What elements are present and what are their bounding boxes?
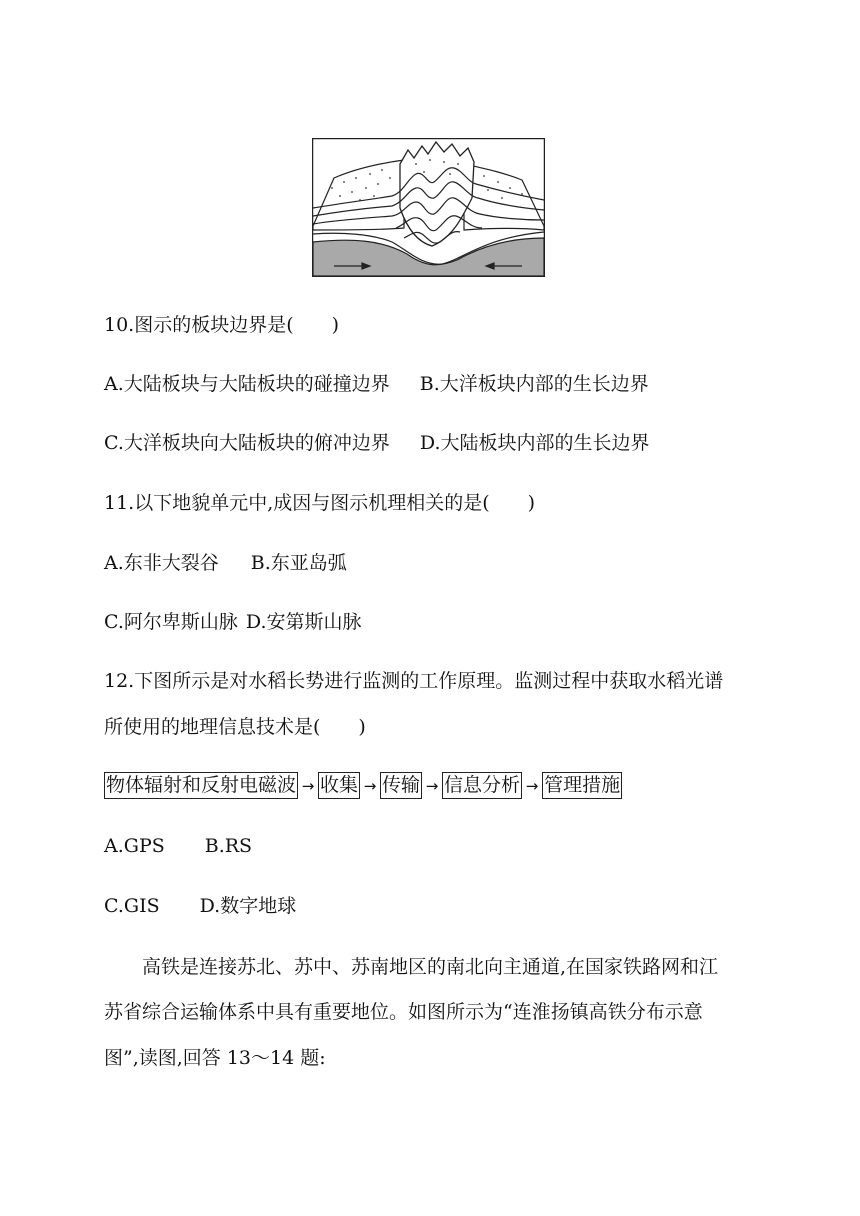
passage-line-2: 苏省综合运输体系中具有重要地位。如图所示为“连淮扬镇高铁分布示意 [104, 1001, 703, 1023]
q12-options-row2 [104, 894, 296, 918]
arrow-right-icon: → [301, 776, 315, 795]
q12-stem-line2: 所使用的地理信息技术是( ) [104, 716, 366, 738]
flow-step-analysis: 信息分析 [442, 772, 522, 799]
q11-stem: 11.以下地貌单元中,成因与图示机理相关的是( ) [104, 492, 536, 514]
plate-collision-figure [312, 138, 545, 277]
q12-options-row1 [104, 834, 252, 858]
q11-option-c: C.阿尔卑斯山脉 [104, 611, 238, 633]
arrow-right-icon: → [525, 776, 539, 795]
flow-step-transmit: 传输 [380, 772, 422, 799]
q10-options-row1 [104, 372, 649, 396]
q12-option-d: D.数字地球 [199, 895, 297, 917]
q10-option-d: D.大陆板块内部的生长边界 [419, 432, 650, 454]
q10-stem: 10.图示的板块边界是( ) [104, 314, 340, 336]
flow-step-emission: 物体辐射和反射电磁波 [104, 772, 298, 799]
arrow-right-icon: → [425, 776, 439, 795]
flow-step-management: 管理措施 [542, 772, 622, 799]
q12-option-b: B.RS [204, 835, 253, 857]
passage-line-3: 图”,读图,回答 13～14 题: [104, 1047, 326, 1069]
monitoring-flow-diagram [104, 772, 622, 799]
q10-options-row2 [104, 431, 650, 455]
q11-option-a: A.东非大裂谷 [104, 552, 219, 574]
q11-option-b: B.东亚岛弧 [250, 552, 347, 574]
q11-options-row2 [104, 610, 362, 634]
q10-option-a: A.大陆板块与大陆板块的碰撞边界 [104, 373, 390, 395]
q11-options-row1 [104, 551, 347, 575]
q10-option-c: C.大洋板块向大陆板块的俯冲边界 [104, 432, 390, 454]
passage-line-1: 高铁是连接苏北、苏中、苏南地区的南北向主通道,在国家铁路网和江 [142, 956, 719, 978]
q12-option-a: A.GPS [104, 835, 165, 857]
arrow-right-icon: → [363, 776, 377, 795]
q12-stem-line1: 12.下图所示是对水稻长势进行监测的工作原理。监测过程中获取水稻光谱 [104, 670, 724, 692]
q10-option-b: B.大洋板块内部的生长边界 [419, 373, 649, 395]
q12-option-c: C.GIS [104, 895, 160, 917]
flow-step-collect: 收集 [318, 772, 360, 799]
q11-option-d: D.安第斯山脉 [245, 611, 362, 633]
